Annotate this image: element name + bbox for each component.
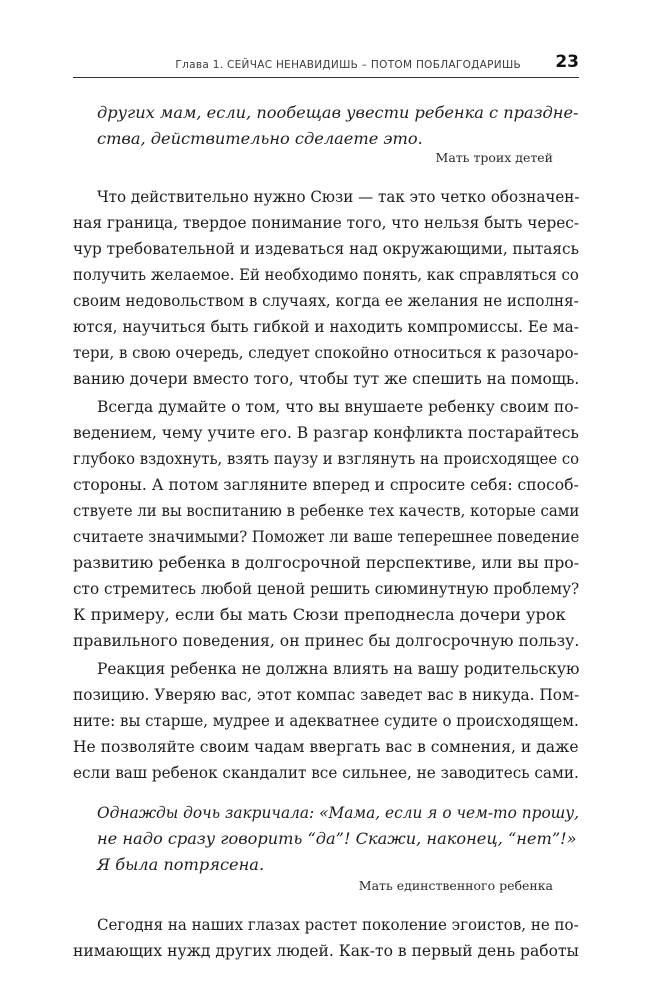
page-number: 23 <box>555 52 579 72</box>
paragraph2-line-5: ствуете ли вы воспитанию в ребенке тех качеств, которые сами <box>73 501 580 520</box>
paragraph3-line-1: Реакция ребенка не должна влиять на вашу родительскую <box>97 659 580 678</box>
quote1-line-1: других мам, если, пообещав увести ребенка с праздне- <box>97 103 579 122</box>
paragraph1-line-1: Что действительно нужно Сюзи — так это четко обозначен- <box>97 187 580 206</box>
paragraph2-line-10: правильного поведения, он принес бы долгосрочную пользу. <box>73 631 580 650</box>
paragraph2-line-3: глубоко вздохнуть, взять паузу и взглянуть на происходящее со <box>73 449 580 468</box>
paragraph2-line-6: считаете значимыми? Поможет ли ваше теперешнее поведение <box>73 527 580 546</box>
paragraph2-line-9: К примеру, если бы мать Сюзи преподнесла дочери урок <box>73 605 566 624</box>
quote2-line-2: не надо сразу говорить “да”! Скажи, наконец, “нет”!» <box>97 829 577 848</box>
paragraph3-line-4: Не позволяйте своим чадам ввергать вас в сомнения, и даже <box>73 737 579 756</box>
running-header <box>73 52 579 78</box>
paragraph4-line-1: Сегодня на наших глазах растет поколение эгоистов, не по- <box>97 915 579 934</box>
header-rule <box>73 77 579 78</box>
quote2-line-3: Я была потрясена. <box>97 855 265 874</box>
paragraph3-line-3: ните: вы старше, мудрее и адекватнее судите о происходящем. <box>73 711 579 730</box>
quote1-attribution: Мать троих детей <box>435 150 553 165</box>
paragraph2-line-8: сто стремитесь любой ценой решить сиюминутную проблему? <box>73 579 580 598</box>
paragraph2-line-2: ведением, чему учите его. В разгар конфликта постарайтесь <box>73 423 579 442</box>
paragraph1-line-3: чур требовательной и издеваться над окружающими, пытаясь <box>73 239 579 258</box>
paragraph3-line-5: если ваш ребенок скандалит все сильнее, не заводитесь сами. <box>73 763 579 782</box>
paragraph1-line-7: тери, в свою очередь, следует спокойно относиться к разочаро- <box>73 343 579 362</box>
paragraph1-line-6: ются, научиться быть гибкой и находить компромиссы. Ее ма- <box>73 317 579 336</box>
quote1-line-2: ства, действительно сделаете это. <box>97 129 423 148</box>
paragraph1-line-5: своим недовольством в случаях, когда ее желания не исполня- <box>73 291 579 310</box>
paragraph2-line-1: Всегда думайте о том, что вы внушаете ребенку своим по- <box>97 397 579 416</box>
chapter-title: Глава 1. СЕЙЧАС НЕНАВИДИШЬ – ПОТОМ ПОБЛАГОДАРИШЬ <box>175 59 521 71</box>
paragraph3-line-2: позицию. Уверяю вас, этот компас заведет вас в никуда. Пом- <box>73 685 580 704</box>
paragraph4-line-2: нимающих нужд других людей. Как-то в первый день работы <box>73 941 579 960</box>
paragraph1-line-4: получить желаемое. Ей необходимо понять, как справляться со <box>73 265 579 284</box>
quote2-line-1: Однажды дочь закричала: «Мама, если я о чем-то прошу, <box>97 803 580 822</box>
quote2-attribution: Мать единственного ребенка <box>358 878 553 893</box>
paragraph2-line-4: стороны. А потом загляните вперед и спросите себя: способ- <box>73 475 579 494</box>
paragraph1-line-8: ванию дочери вместо того, чтобы тут же спешить на помощь. <box>73 369 580 388</box>
paragraph1-line-2: ная граница, твердое понимание того, что нельзя быть черес- <box>73 213 580 232</box>
paragraph2-line-7: развитию ребенка в долгосрочной перспективе, или вы про- <box>73 553 580 572</box>
